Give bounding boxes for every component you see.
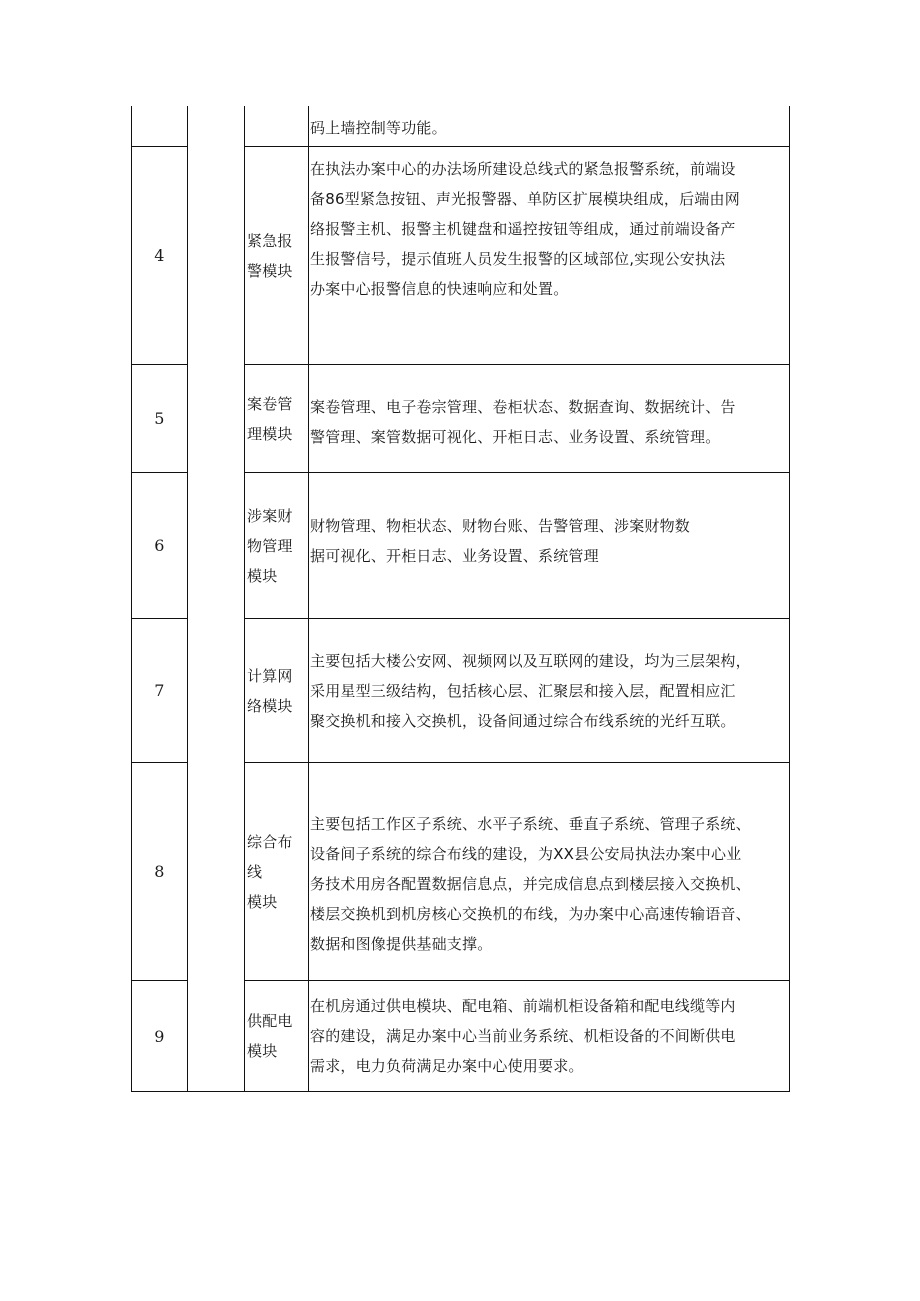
module-description: 主要包括大楼公安网、视频网以及互联网的建设，均为三层架构， 采用星型三级结构，包括核心层、汇聚层和接入层，配置相应汇 聚交换机和接入交换机，设备间通过综合布线系统的光纤互联。 xyxy=(310,651,751,730)
module-name: 计算网 络模块 xyxy=(247,666,293,715)
row-divider-3-b xyxy=(244,472,790,473)
row-number: 8 xyxy=(154,862,165,881)
table-border-bottom xyxy=(131,1091,790,1092)
module-table xyxy=(131,106,790,1092)
module-description: 在机房通过供电模块、配电箱、前端机柜设备箱和配电线缆等内 容的建设，满足办案中心当前业务系统、机柜设备的不间断供电 需求，电力负荷满足办案中心使用要求。 xyxy=(310,997,736,1075)
module-name: 紧急报 警模块 xyxy=(247,231,293,280)
module-description: 在执法办案中心的办法场所建设总线式的紧急报警系统，前端设 备86型紧急按钮、声光报警器、单防区扩展模块组成，后端由网 络报警主机、报警主机键盘和遥控按钮等组成，通过前端设备产 生报警信号，提示值班人员发生报警的区域部位,实现公安执法 办案中心报警信息的快速响应和处置。 xyxy=(310,160,740,298)
row-number: 9 xyxy=(154,1026,165,1046)
module-description: 主要包括工作区子系统、水平子系统、垂直子系统、管理子系统、 设备间子系统的综合布线的建设，为XX县公安局执法办案中心业 务技术用房各配置数据信息点，并完成信息点到楼层接入交换机、 楼层交换机到机房核心交换机的布线，为办案中心高速传输语音、 数据和图像提供基础支撑。 xyxy=(310,814,751,953)
table-divider-1 xyxy=(187,106,188,1092)
row-number: 4 xyxy=(154,246,165,265)
row-number: 6 xyxy=(154,536,165,555)
table-row-description: 码上墙控制等功能。 xyxy=(310,119,447,137)
row-divider-1-b xyxy=(244,146,790,147)
row-number: 5 xyxy=(154,409,165,428)
module-name: 涉案财 物管理 模块 xyxy=(247,506,293,585)
row-number: 7 xyxy=(154,681,165,700)
module-description: 案卷管理、电子卷宗管理、卷柜状态、数据查询、数据统计、告 警管理、案管数据可视化、开柜日志、业务设置、系统管理。 xyxy=(310,398,736,446)
module-name: 供配电 模块 xyxy=(247,1012,293,1060)
module-description: 财物管理、物柜状态、财物台账、告警管理、涉案财物数 据可视化、开柜日志、业务设置、系统管理 xyxy=(310,517,691,565)
module-name: 案卷管 理模块 xyxy=(247,394,293,443)
module-name: 综合布 线 模块 xyxy=(247,832,293,911)
row-divider-5-b xyxy=(244,762,790,763)
row-divider-2-b xyxy=(244,364,790,365)
table-border-right xyxy=(789,106,790,1092)
